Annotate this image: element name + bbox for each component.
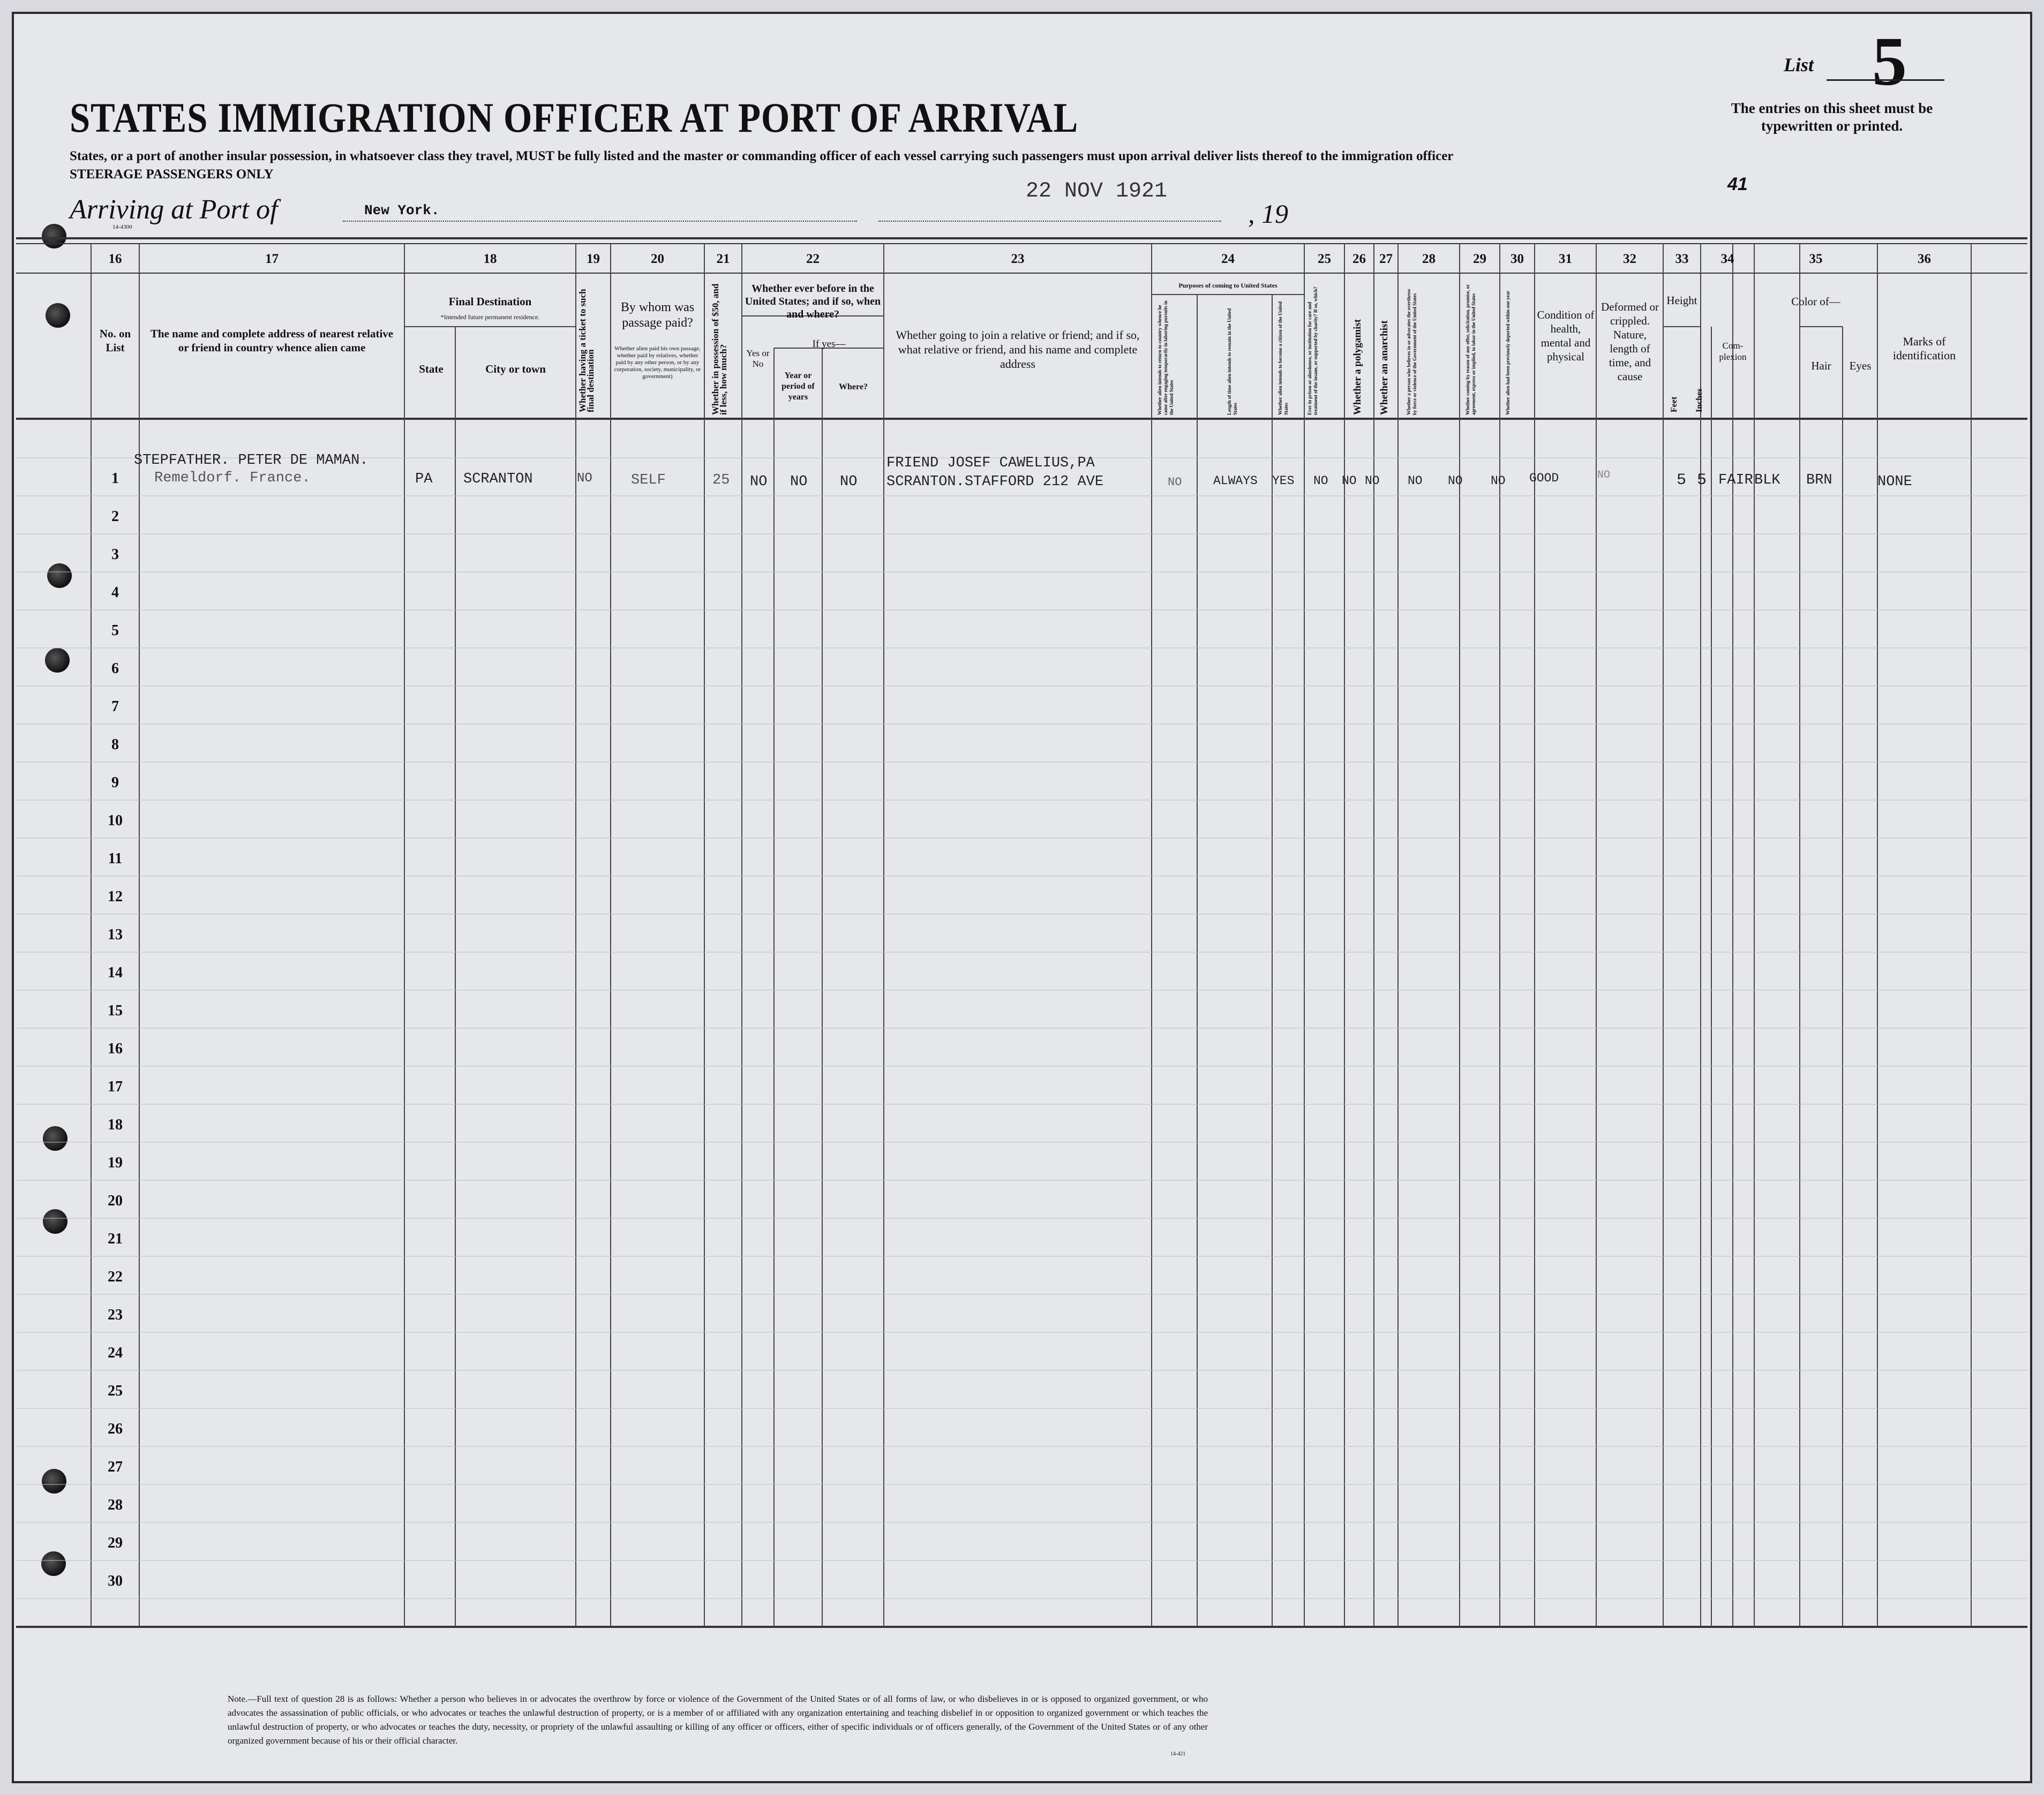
page-title: STATES IMMIGRATION OFFICER AT PORT OF ARRIVAL <box>70 94 1079 141</box>
header-anarchist: Whether an anarchist <box>1379 320 1390 415</box>
header-city: City or town <box>485 363 546 375</box>
header-purpose: Purposes of coming to United States <box>1178 282 1278 289</box>
entry-q30: NO <box>1491 474 1506 488</box>
entry-citizen: YES <box>1272 474 1295 488</box>
row-number: 28 <box>108 1497 123 1513</box>
entry-relative-line1: STEPFATHER. PETER DE MAMAN. <box>134 452 369 469</box>
row-number: 25 <box>108 1383 123 1399</box>
entry-q28: NO <box>1408 474 1423 488</box>
row-number: 19 <box>108 1155 123 1171</box>
column-number: 34 <box>1720 252 1734 266</box>
column-number: 21 <box>716 252 730 266</box>
row-number: 23 <box>108 1307 123 1323</box>
header-health: Condition of health, mental and physical <box>1537 308 1595 363</box>
entry-city: SCRANTON <box>463 471 533 487</box>
entry-deformed: NO <box>1597 469 1611 481</box>
header-nearest-relative: The name and complete address of nearest relative or friend in country whence alien came <box>150 327 394 354</box>
header-complexion: Com-plexion <box>1719 341 1747 362</box>
column-number: 20 <box>651 252 664 266</box>
entry-state: PA <box>415 471 433 487</box>
entry-polygamist: NO <box>1342 474 1357 488</box>
arrival-year-prefix: , 19 <box>1248 199 1288 229</box>
column-number: 30 <box>1511 252 1524 266</box>
header-hair: Hair <box>1811 359 1831 372</box>
header-polygamist: Whether a polygamist <box>1352 319 1363 415</box>
header-eyes: Eyes <box>1849 359 1872 372</box>
row-number: 30 <box>108 1573 123 1589</box>
row-number: 13 <box>108 926 123 943</box>
entry-money: 25 <box>712 472 730 488</box>
form-code: 14-4300 <box>112 224 132 230</box>
column-number: 35 <box>1809 252 1823 266</box>
entry-ever-before: NO <box>750 474 768 490</box>
row-number: 20 <box>108 1193 123 1209</box>
list-number: 5 <box>1872 23 1907 100</box>
header-where: Where? <box>839 382 868 391</box>
row-number: 11 <box>108 850 123 867</box>
entry-length: ALWAYS <box>1213 474 1258 488</box>
arrival-port: New York. <box>364 202 440 218</box>
entries-note: The entries on this sheet must be typewritten or printed. <box>1731 100 1933 134</box>
header-purpose-length: Length of time alien intends to remain in the United States <box>1227 308 1238 415</box>
row-number: 3 <box>111 546 119 563</box>
row-number: 24 <box>108 1345 123 1361</box>
header-passage-paid: By whom was passage paid? <box>620 300 695 330</box>
row-number: 16 <box>108 1040 123 1057</box>
entry-join-line1: FRIEND JOSEF CAWELIUS,PA <box>886 455 1095 471</box>
entry-anarchist: NO <box>1365 474 1380 488</box>
row-number: 9 <box>111 774 119 791</box>
row-number: 21 <box>108 1231 123 1247</box>
header-year-period: Year or period of years <box>781 371 815 402</box>
entry-join-line2: SCRANTON.STAFFORD 212 AVE <box>886 474 1104 490</box>
row-number: 1 <box>111 470 119 487</box>
header-prison: Ever in prison or almshouse, or institution for care and treatment of the insane, or supported by charity? If so, which? <box>1307 286 1318 415</box>
entry-inches: 5 <box>1697 471 1707 489</box>
header-no-on-list: No. on List <box>99 327 131 354</box>
arrival-date-stamp: 22 NOV 1921 <box>1026 179 1168 203</box>
page-subtitle: States, or a port of another insular possession, in whatsoever class they travel, MUST be fully listed and the master or commanding officer of each vessel carrying such passengers must upon arrival deliver lists thereof to the immigration officer <box>70 149 1454 163</box>
header-state: State <box>419 363 444 375</box>
entry-q29: NO <box>1448 474 1463 488</box>
column-number: 17 <box>265 252 279 266</box>
row-number: 5 <box>111 622 119 639</box>
row-number: 15 <box>108 1002 123 1019</box>
row-number: 29 <box>108 1535 123 1551</box>
row-number: 27 <box>108 1459 123 1475</box>
column-number: 33 <box>1675 252 1689 266</box>
header-inches: Inches <box>1695 388 1704 412</box>
header-marks: Marks of identification <box>1892 335 1956 362</box>
entry-health: GOOD <box>1529 471 1559 485</box>
footnote: Note.—Full text of question 28 is as follows: Whether a person who believes in or advocates the overthrow by force or violence of the Government of the United States or of all forms of law, or who disbelieves in or is opposed to organized government, or who advocates the assassination of public officials, or who advocates or teaches the unlawful destruction of property, or is a member of or affiliated with any organization entertaining and teaching disbelief in or opposition to organized government or which teaches the unlawful destruction of property, or who advocates or teaches the duty, necessity, or propriety of the unlawful assaulting or killing of any officer or officers, either of specific individuals or of officers generally, of the Government of the United States or of any other organized government because of his or their official character. <box>228 1694 1208 1746</box>
entry-year: NO <box>790 474 808 490</box>
column-number: 19 <box>587 252 600 266</box>
column-number: 22 <box>806 252 820 266</box>
footnote-code: 14-421 <box>1170 1751 1186 1757</box>
header-color-of: Color of— <box>1791 295 1840 308</box>
entry-relative-line2: Remeldorf. France. <box>154 470 311 486</box>
row-number: 7 <box>111 698 119 715</box>
entry-feet: 5 <box>1677 471 1687 489</box>
entry-marks: NONE <box>1877 474 1912 490</box>
steerage-label: STEERAGE PASSENGERS ONLY <box>70 167 274 182</box>
column-number: 36 <box>1918 252 1931 266</box>
header-deformed: Deformed or crippled. Nature, length of time, and cause <box>1601 300 1659 383</box>
sheet-number: 41 <box>1727 174 1748 194</box>
column-number: 18 <box>483 252 497 266</box>
column-number: 24 <box>1221 252 1235 266</box>
column-number: 31 <box>1559 252 1572 266</box>
header-passage-paid-note: Whether alien paid his own passage, whether paid by relatives, whether paid by any other person, or by any corporation, society, municipality, or government) <box>614 345 701 380</box>
header-q28: Whether a person who believes in or advocates the overthrow by force or violence of the Government of the United States <box>1406 289 1417 415</box>
column-number: 32 <box>1623 252 1636 266</box>
header-ever-before: Whether ever before in the United States; and if so, when and where? <box>745 283 881 320</box>
column-number: 23 <box>1011 252 1025 266</box>
row-number: 14 <box>108 964 123 981</box>
header-purpose-return: Whether alien intends to return to country whence he came after engaging temporarily in laboring pursuits in the United States <box>1157 300 1174 415</box>
row-number: 10 <box>108 812 123 829</box>
row-number: 2 <box>111 508 119 525</box>
column-number: 27 <box>1379 252 1393 266</box>
header-q29: Whether coming by reason of any offer, solicitation, promise, or agreement, express or implied, to labor in the United States <box>1465 284 1476 415</box>
header-money: Whether in possession of $50, and if less, how much? <box>710 283 728 415</box>
column-number: 29 <box>1473 252 1486 266</box>
row-number: 12 <box>108 888 123 905</box>
row-number: 8 <box>111 736 119 753</box>
row-number: 6 <box>111 660 119 677</box>
row-number: 17 <box>108 1078 123 1095</box>
entry-passage: SELF <box>631 472 666 488</box>
entry-where: NO <box>840 474 858 490</box>
header-ticket: Whether having a ticket to such final destination <box>577 289 596 412</box>
row-number: 4 <box>111 584 119 601</box>
entry-return: NO <box>1168 476 1182 489</box>
entry-eyes: BRN <box>1806 472 1832 488</box>
header-q30: Whether alien had been previously deported within one year <box>1505 290 1511 415</box>
entry-complexion: FAIR <box>1718 472 1753 488</box>
entry-ticket: NO <box>577 471 592 486</box>
header-join-relative: Whether going to join a relative or friend; and if so, what relative or friend, and his name and complete address <box>896 328 1140 371</box>
row-number: 26 <box>108 1421 123 1437</box>
entry-hair: BLK <box>1754 472 1780 488</box>
entry-prison: NO <box>1313 474 1328 488</box>
row-number: 22 <box>108 1269 123 1285</box>
row-number: 18 <box>108 1117 123 1133</box>
header-yes-no: Yes or No <box>746 348 770 369</box>
header-final-destination-note: *Intended future permanent residence. <box>440 313 540 321</box>
column-number: 26 <box>1352 252 1366 266</box>
header-final-destination: Final Destination <box>448 295 532 308</box>
header-feet: Feet <box>1670 396 1679 412</box>
column-number: 16 <box>108 252 122 266</box>
column-number: 25 <box>1318 252 1331 266</box>
header-height: Height <box>1666 294 1697 307</box>
arrival-label: Arriving at Port of <box>70 194 278 225</box>
list-label: List <box>1784 54 1814 76</box>
header-if-yes: If yes— <box>812 338 846 350</box>
column-number: 28 <box>1422 252 1436 266</box>
header-purpose-citizen: Whether alien intends to become a citizen of the United States <box>1278 301 1289 415</box>
